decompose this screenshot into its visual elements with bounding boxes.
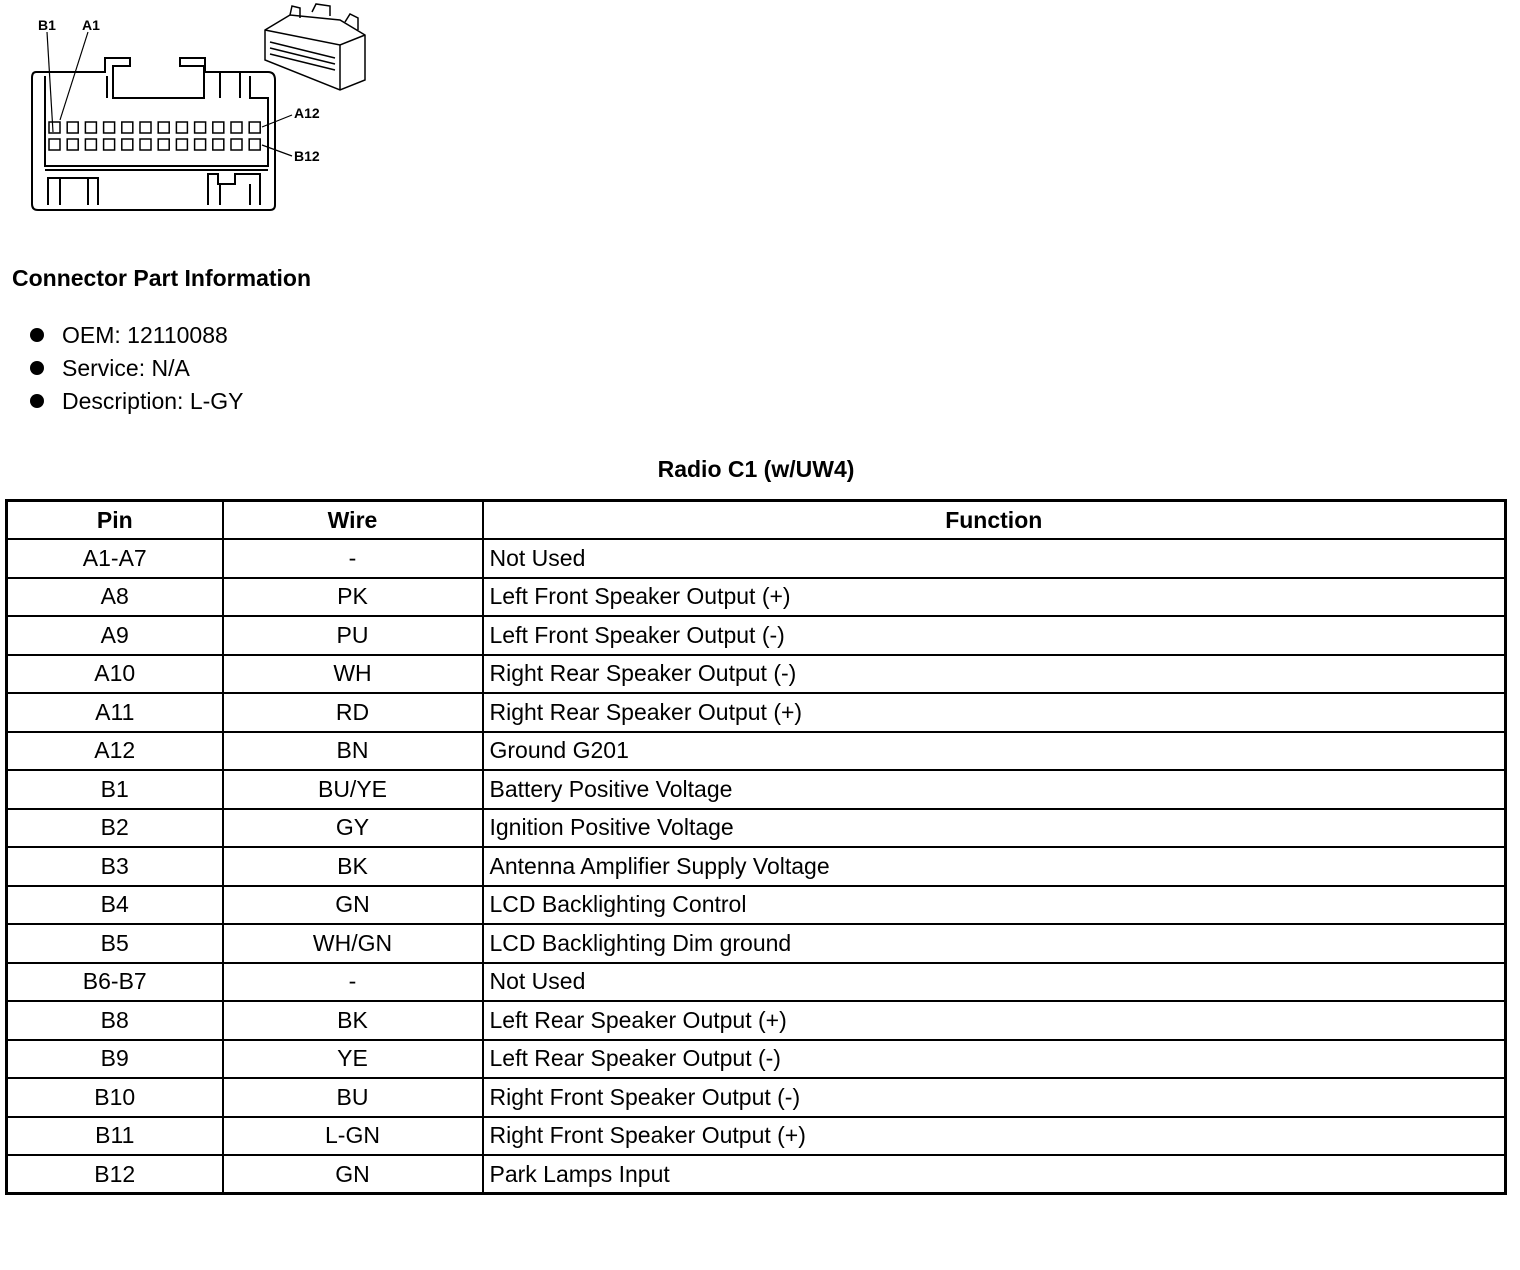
pin-cavity — [195, 122, 206, 133]
pin-label-b1: B1 — [38, 17, 56, 33]
connector-3d-view — [265, 4, 365, 90]
connector-diagram — [0, 0, 400, 230]
pin-cell: B10 — [7, 1078, 223, 1117]
pin-cavity — [67, 139, 78, 150]
wire-cell: PK — [223, 578, 483, 617]
pin-cavity — [122, 139, 133, 150]
function-cell: Ignition Positive Voltage — [483, 809, 1506, 848]
pin-cavity — [249, 122, 260, 133]
pin-cell: A10 — [7, 655, 223, 694]
pin-cell: B6-B7 — [7, 963, 223, 1002]
wire-cell: - — [223, 963, 483, 1002]
function-cell: Left Front Speaker Output (-) — [483, 616, 1506, 655]
wire-cell: BK — [223, 847, 483, 886]
table-row — [7, 809, 1506, 848]
table-row — [7, 693, 1506, 732]
pin-cell: B3 — [7, 847, 223, 886]
connector-part-info-list — [28, 320, 244, 419]
pin-cavity — [104, 139, 115, 150]
part-info-item-oem — [28, 320, 244, 353]
pin-cell: A11 — [7, 693, 223, 732]
pin-cell: A12 — [7, 732, 223, 771]
bullet-icon — [30, 328, 44, 342]
function-cell: Right Rear Speaker Output (-) — [483, 655, 1506, 694]
pin-cell: A8 — [7, 578, 223, 617]
function-cell: Battery Positive Voltage — [483, 770, 1506, 809]
table-row — [7, 732, 1506, 771]
pin-cell: B11 — [7, 1117, 223, 1156]
table-row — [7, 1040, 1506, 1079]
wire-cell: GY — [223, 809, 483, 848]
table-row — [7, 1155, 1506, 1194]
connector-pin-grid — [49, 122, 260, 150]
pin-cavity — [49, 122, 60, 133]
connector-part-info-title: Connector Part Information — [12, 265, 312, 291]
part-info-text: Service: N/A — [62, 355, 190, 381]
pin-cavity — [104, 122, 115, 133]
pin-cavity — [85, 122, 96, 133]
wire-cell: GN — [223, 886, 483, 925]
function-cell: Left Front Speaker Output (+) — [483, 578, 1506, 617]
pin-cavity — [158, 122, 169, 133]
pin-cell: B12 — [7, 1155, 223, 1194]
wire-cell: WH/GN — [223, 924, 483, 963]
pin-cavity — [85, 139, 96, 150]
part-info-text: Description: L-GY — [62, 388, 244, 414]
pin-cell: B2 — [7, 809, 223, 848]
pin-cavity — [231, 122, 242, 133]
function-cell: LCD Backlighting Dim ground — [483, 924, 1506, 963]
table-row — [7, 655, 1506, 694]
pin-cavity — [158, 139, 169, 150]
bullet-icon — [30, 361, 44, 375]
table-row — [7, 770, 1506, 809]
table-row — [7, 924, 1506, 963]
pin-cavity — [176, 122, 187, 133]
function-cell: Right Rear Speaker Output (+) — [483, 693, 1506, 732]
pin-cavity — [249, 139, 260, 150]
pin-cell: A9 — [7, 616, 223, 655]
wire-cell: WH — [223, 655, 483, 694]
pin-cell: B4 — [7, 886, 223, 925]
function-cell: Left Rear Speaker Output (+) — [483, 1001, 1506, 1040]
pin-cell: B9 — [7, 1040, 223, 1079]
table-header-row — [7, 501, 1506, 540]
part-info-item-service — [28, 353, 244, 386]
wire-cell: BN — [223, 732, 483, 771]
pinout-table — [5, 499, 1507, 1195]
function-cell: Park Lamps Input — [483, 1155, 1506, 1194]
wire-cell: - — [223, 539, 483, 578]
wire-cell: YE — [223, 1040, 483, 1079]
table-row — [7, 1117, 1506, 1156]
pin-label-a12: A12 — [294, 105, 320, 121]
column-header-wire: Wire — [223, 501, 483, 540]
wire-cell: GN — [223, 1155, 483, 1194]
pin-cavity — [231, 139, 242, 150]
function-cell: LCD Backlighting Control — [483, 886, 1506, 925]
table-row — [7, 1078, 1506, 1117]
table-row — [7, 963, 1506, 1002]
pin-cell: B8 — [7, 1001, 223, 1040]
pin-cavity — [140, 139, 151, 150]
column-header-function: Function — [483, 501, 1506, 540]
pin-cavity — [140, 122, 151, 133]
table-row — [7, 886, 1506, 925]
wire-cell: RD — [223, 693, 483, 732]
table-title: Radio C1 (w/UW4) — [657, 456, 855, 482]
pin-cell: B1 — [7, 770, 223, 809]
table-row — [7, 578, 1506, 617]
pin-cavity — [176, 139, 187, 150]
pin-cavity — [195, 139, 206, 150]
function-cell: Not Used — [483, 963, 1506, 1002]
table-row — [7, 616, 1506, 655]
pin-cavity — [67, 122, 78, 133]
wire-cell: BK — [223, 1001, 483, 1040]
callout-lines — [47, 32, 292, 156]
connector-face — [32, 58, 275, 210]
table-row — [7, 539, 1506, 578]
wire-cell: BU — [223, 1078, 483, 1117]
part-info-text: OEM: 12110088 — [62, 322, 228, 348]
part-info-item-description — [28, 386, 244, 419]
table-row — [7, 847, 1506, 886]
function-cell: Right Front Speaker Output (-) — [483, 1078, 1506, 1117]
wire-cell: PU — [223, 616, 483, 655]
function-cell: Antenna Amplifier Supply Voltage — [483, 847, 1506, 886]
table-body — [7, 539, 1506, 1194]
pin-cavity — [213, 122, 224, 133]
bullet-icon — [30, 394, 44, 408]
table-row — [7, 1001, 1506, 1040]
pin-label-a1: A1 — [82, 17, 100, 33]
function-cell: Not Used — [483, 539, 1506, 578]
function-cell: Right Front Speaker Output (+) — [483, 1117, 1506, 1156]
pin-cavity — [49, 139, 60, 150]
pin-cell: A1-A7 — [7, 539, 223, 578]
function-cell: Ground G201 — [483, 732, 1506, 771]
pin-label-b12: B12 — [294, 148, 320, 164]
wire-cell: L-GN — [223, 1117, 483, 1156]
pin-cavity — [122, 122, 133, 133]
wire-cell: BU/YE — [223, 770, 483, 809]
column-header-pin: Pin — [7, 501, 223, 540]
function-cell: Left Rear Speaker Output (-) — [483, 1040, 1506, 1079]
pin-cell: B5 — [7, 924, 223, 963]
pin-cavity — [213, 139, 224, 150]
